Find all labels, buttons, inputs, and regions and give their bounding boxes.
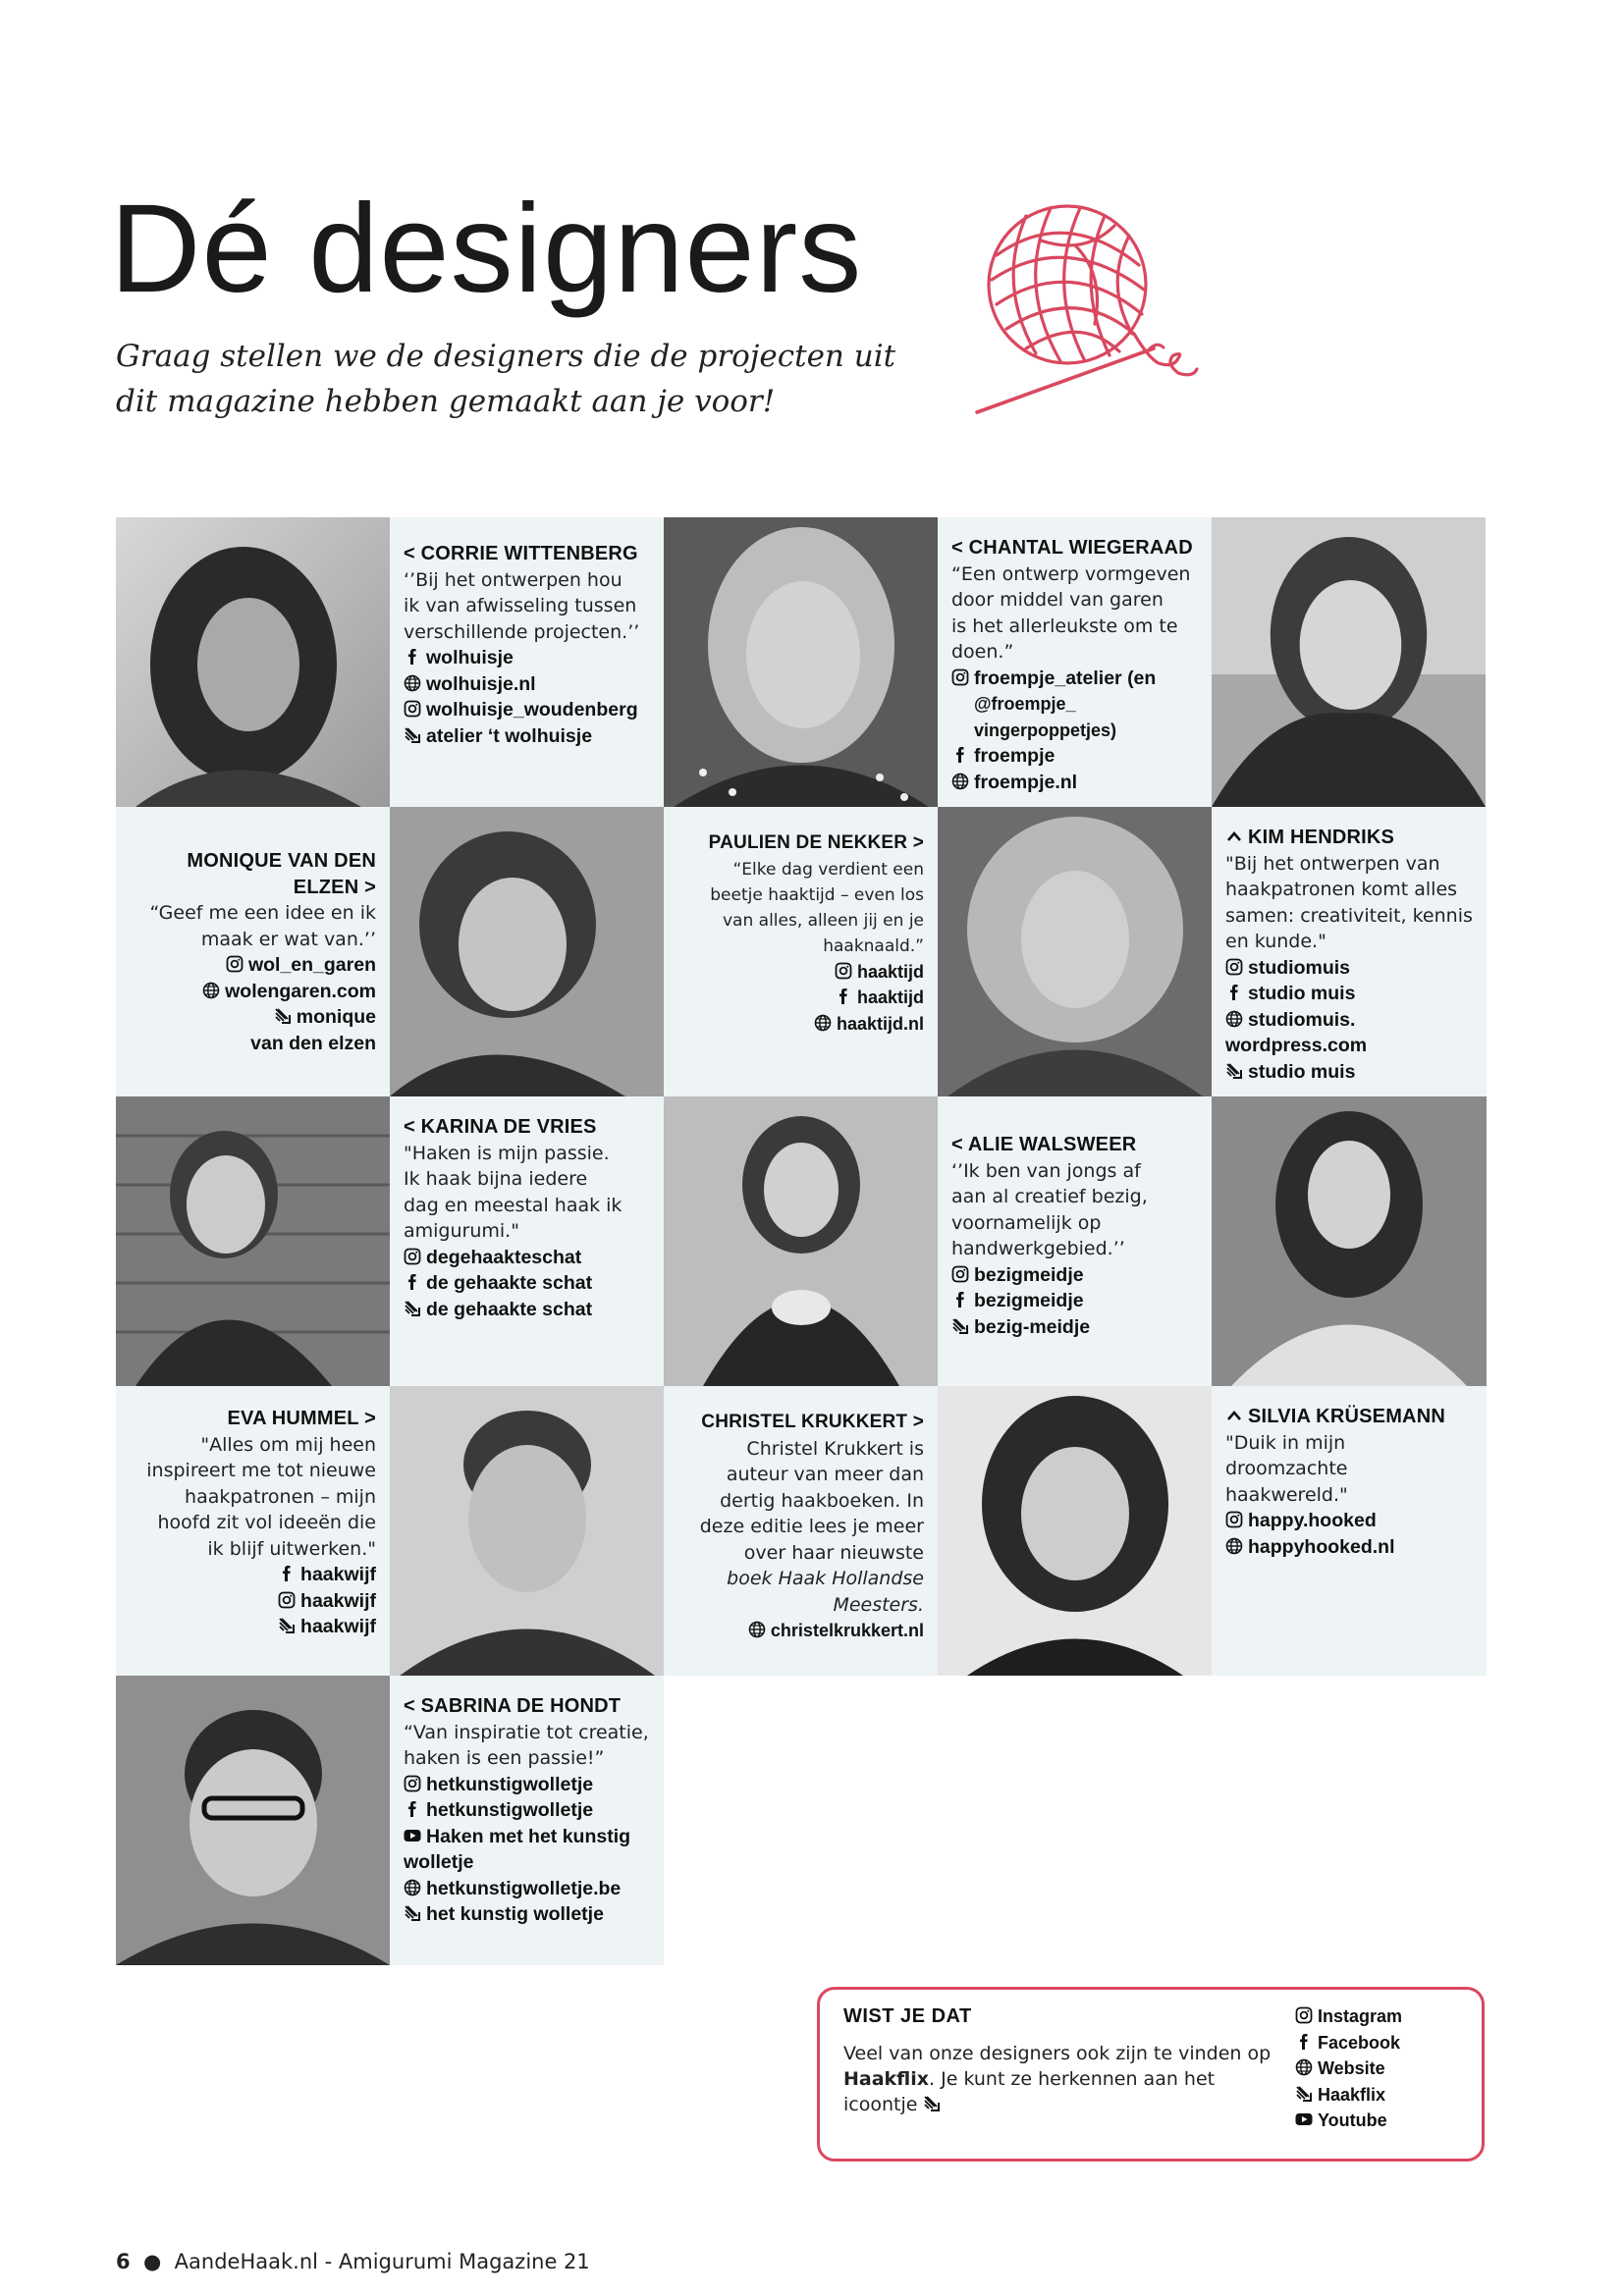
legend-label: Website (1318, 2058, 1385, 2078)
facebook-icon (404, 1273, 421, 1291)
legend-item-website (1295, 2056, 1472, 2082)
social-link-haakflix[interactable] (130, 1004, 376, 1031)
facebook-icon (404, 1800, 421, 1818)
social-link-website[interactable] (951, 770, 1198, 796)
legend-label: Instagram (1318, 2006, 1403, 2026)
social-links (677, 959, 924, 1038)
link-label: hetkunstigwolletje (426, 1773, 594, 1795)
name-text: SILVIA KRÜSEMANN (1248, 1406, 1445, 1427)
link-label: hetkunstigwolletje (426, 1799, 594, 1821)
designer-card-silvia-krusemann (1212, 1386, 1487, 1676)
quote-line: "Bij het ontwerpen van (1225, 852, 1440, 875)
link-label: atelier ‘t wolhuisje (426, 724, 593, 747)
designer-card-corrie-wittenberg (390, 517, 664, 807)
link-label: wolhuisje (426, 647, 514, 668)
subtitle-line: Graag stellen we de designers die de projecten uit (116, 339, 896, 374)
designers-grid (116, 517, 1487, 1965)
link-label: bezig-meidje (974, 1315, 1091, 1338)
website-icon (748, 1621, 766, 1638)
social-link-instagram[interactable] (677, 959, 924, 986)
quote-line: en kunde." (1225, 931, 1326, 952)
designer-name: < CORRIE WITTENBERG (404, 543, 638, 564)
designer-name: PAULIEN DE NEKKER > (708, 832, 924, 853)
link-label: wol_en_garen (247, 954, 376, 976)
designer-photo-silvia-krusemann (938, 1386, 1212, 1676)
designer-name: < CHANTAL WIEGERAAD (951, 537, 1193, 559)
designer-quote (404, 1141, 650, 1245)
designer-name: < SABRINA DE HONDT (404, 1695, 622, 1717)
yarn-ball-illustration (957, 187, 1203, 422)
legend-label: Youtube (1318, 2110, 1387, 2130)
instagram-icon (951, 668, 969, 686)
social-link-website[interactable] (677, 1618, 924, 1644)
link-label: froempje_atelier (en (974, 667, 1157, 689)
legend-item-haakflix (1295, 2082, 1472, 2109)
subtitle-line: dit magazine hebben gemaakt aan je voor! (116, 384, 776, 419)
website-icon (1225, 1010, 1243, 1028)
link-label: haaktijd (856, 988, 924, 1007)
social-link-haakflix-continued (130, 1031, 376, 1057)
designer-photo-eva-hummel (1212, 1096, 1487, 1386)
haakflix-icon (404, 726, 421, 744)
youtube-icon (1295, 2110, 1313, 2128)
quote-line: “Een ontwerp vormgeven (951, 562, 1191, 585)
designer-quote (677, 1436, 924, 1619)
info-box-wist-je-dat (817, 1987, 1485, 2162)
social-link-instagram[interactable] (1225, 1508, 1473, 1534)
social-link-facebook[interactable] (677, 985, 924, 1011)
quote-line: ‘’Bij het ontwerpen hou (404, 568, 623, 591)
facebook-icon (951, 746, 969, 764)
designer-quote (130, 900, 376, 952)
website-icon (814, 1014, 832, 1032)
link-label: Haken met het kunstig (426, 1825, 631, 1847)
designer-photo-monique-van-den-elzen (390, 807, 664, 1096)
website-icon (404, 674, 421, 692)
designer-quote (404, 567, 650, 646)
link-label: haakwijf (300, 1616, 376, 1637)
quote-line: droomzachte (1225, 1458, 1348, 1479)
quote-line: door middel van garen (951, 589, 1164, 611)
designer-photo-christel-krukkert (390, 1386, 664, 1676)
website-icon (202, 982, 220, 999)
social-link-facebook[interactable] (951, 1288, 1198, 1314)
social-link-youtube-continued (404, 1849, 650, 1876)
social-link-haakflix[interactable] (404, 723, 650, 750)
link-label: bezigmeidje (974, 1263, 1084, 1286)
quote-line: haken is een passie!” (404, 1747, 605, 1769)
legend-item-youtube (1295, 2108, 1472, 2134)
social-link-facebook[interactable] (951, 743, 1198, 770)
link-label: monique (296, 1006, 376, 1028)
name-line: MONIQUE VAN DEN (187, 850, 376, 872)
designer-card-chantal-wiegeraad (938, 517, 1212, 807)
social-link-facebook[interactable] (1225, 981, 1473, 1007)
quote-line: verschillende projecten.’’ (404, 620, 640, 643)
facebook-icon (404, 648, 421, 666)
haakflix-icon (1225, 1062, 1243, 1080)
link-label: de gehaakte schat (426, 1298, 593, 1320)
website-icon (1225, 1537, 1243, 1555)
designer-photo-sabrina-de-hondt (116, 1676, 390, 1965)
quote-line: “Van inspiratie tot creatie, (404, 1721, 649, 1743)
designer-photo-corrie-wittenberg (116, 517, 390, 807)
instagram-icon (404, 700, 421, 718)
designer-card-paulien-de-nekker (664, 807, 938, 1096)
quote-line: inspireert me tot nieuwe (146, 1460, 376, 1481)
facebook-icon (1225, 984, 1243, 1001)
quote-line: samen: creativiteit, kennis (1225, 904, 1473, 927)
info-box-title: WIST JE DAT (843, 2005, 972, 2027)
link-label: wolhuisje.nl (426, 672, 536, 695)
designer-card-alie-walsweer (938, 1096, 1212, 1386)
haakflix-icon (951, 1317, 969, 1335)
designer-quote (951, 1158, 1198, 1262)
legend-label: Facebook (1318, 2032, 1401, 2053)
chevron-up-icon (1225, 1407, 1243, 1424)
quote-line: dag en meestal haak ik (404, 1194, 623, 1216)
social-link-haakflix[interactable] (130, 1614, 376, 1640)
social-link-haakflix[interactable] (1225, 1059, 1473, 1086)
link-label: haakwijf (300, 1589, 376, 1612)
info-box-text (843, 2041, 1275, 2117)
link-label: studiomuis. (1248, 1008, 1356, 1031)
designer-name: < KARINA DE VRIES (404, 1116, 597, 1138)
haakflix-icon (404, 1300, 421, 1317)
instagram-icon (404, 1775, 421, 1792)
designer-photo-paulien-de-nekker (938, 807, 1212, 1096)
quote-line: ik blijf uitwerken." (207, 1537, 376, 1560)
quote-line: Ik haak bijna iedere (404, 1168, 588, 1190)
quote-line: van alles, alleen jij en je (723, 910, 924, 931)
designer-card-monique-van-den-elzen (116, 807, 390, 1096)
designer-card-eva-hummel (116, 1386, 390, 1676)
quote-line: ik van afwisseling tussen (404, 595, 637, 616)
social-link-youtube[interactable] (404, 1824, 650, 1850)
designer-quote (677, 857, 924, 959)
website-icon (1295, 2058, 1313, 2076)
link-label: hetkunstigwolletje.be (426, 1877, 622, 1899)
designer-name (1225, 825, 1473, 851)
quote-line: beetje haaktijd – even los (710, 884, 924, 905)
info-text-part: Veel van onze designers ook zijn te vinden op (843, 2043, 1272, 2064)
social-link-instagram-continued (951, 691, 1198, 718)
instagram-icon (1295, 2006, 1313, 2024)
haakflix-icon (278, 1617, 296, 1634)
facebook-icon (1295, 2033, 1313, 2051)
social-link-instagram[interactable] (130, 1588, 376, 1615)
quote-line: over haar nieuwste (743, 1541, 924, 1564)
link-label: happy.hooked (1248, 1510, 1377, 1531)
designer-quote (1225, 1430, 1473, 1509)
instagram-icon (404, 1248, 421, 1265)
social-links (951, 1262, 1198, 1341)
link-label: wolhuisje_woudenberg (426, 699, 638, 721)
page-footer (116, 2250, 590, 2273)
link-label: wolengaren.com (225, 980, 376, 1002)
designer-quote (404, 1720, 650, 1772)
link-label: van den elzen (250, 1032, 376, 1054)
designer-card-karina-de-vries (390, 1096, 664, 1386)
social-link-haakflix[interactable] (404, 1901, 650, 1928)
social-link-instagram[interactable] (404, 697, 650, 723)
social-link-facebook[interactable] (404, 645, 650, 671)
social-links (130, 1562, 376, 1640)
designer-photo-alie-walsweer (664, 1096, 938, 1386)
social-links (130, 952, 376, 1056)
social-link-instagram[interactable] (1225, 955, 1473, 982)
haakflix-icon (404, 1904, 421, 1922)
quote-line: deze editie lees je meer (699, 1516, 924, 1537)
facebook-icon (951, 1291, 969, 1308)
haakflix-icon (1295, 2085, 1313, 2103)
info-text-part: . Je kunt ze herkennen aan het icoontje (843, 2068, 1216, 2115)
quote-line: boek Haak Hollandse (727, 1568, 924, 1589)
social-links (404, 1245, 650, 1323)
social-links (677, 1618, 924, 1644)
designer-photo-karina-de-vries (116, 1096, 390, 1386)
name-text: KIM HENDRIKS (1248, 827, 1395, 848)
link-label: happyhooked.nl (1248, 1535, 1395, 1558)
social-link-instagram[interactable] (951, 666, 1198, 692)
social-link-website[interactable] (404, 1876, 650, 1902)
quote-line: ‘’Ik ben van jongs af (951, 1159, 1141, 1182)
social-link-instagram[interactable] (951, 1262, 1198, 1289)
quote-line: hoofd zit vol ideeën die (157, 1512, 376, 1533)
instagram-icon (278, 1591, 296, 1609)
designer-photo-kim-hendriks (1212, 517, 1486, 807)
legend-item-instagram (1295, 2003, 1472, 2030)
social-link-website[interactable] (1225, 1534, 1473, 1561)
instagram-icon (1225, 958, 1243, 976)
page-subtitle (116, 334, 1000, 424)
social-links (1225, 955, 1473, 1086)
link-label: haakwijf (300, 1564, 376, 1585)
facebook-icon (278, 1565, 296, 1582)
social-links (404, 1772, 650, 1928)
link-label: froempje.nl (974, 771, 1078, 793)
quote-line: amigurumi." (404, 1220, 519, 1242)
social-link-facebook[interactable] (130, 1562, 376, 1588)
page-title: Dé designers (110, 179, 863, 319)
designer-card-kim-hendriks (1212, 807, 1487, 1096)
link-label: haaktijd.nl (836, 1013, 924, 1034)
designer-name: < ALIE WALSWEER (951, 1134, 1137, 1155)
quote-line: Meesters. (833, 1593, 924, 1616)
quote-line: dertig haakboeken. In (720, 1489, 924, 1512)
social-link-website-continued (1225, 1033, 1473, 1059)
chevron-up-icon (1225, 828, 1243, 845)
haakflix-icon (923, 2095, 941, 2112)
designer-name (1225, 1404, 1473, 1430)
instagram-icon (951, 1265, 969, 1283)
page-number: 6 (116, 2250, 131, 2273)
footer-bullet: ● (142, 2250, 162, 2273)
designer-name: EVA HUMMEL > (227, 1408, 376, 1429)
link-label: studio muis (1248, 983, 1356, 1004)
quote-line: handwerkgebied.’’ (951, 1238, 1125, 1259)
haakflix-icon (274, 1007, 292, 1025)
quote-line: aan al creatief bezig, (951, 1186, 1148, 1207)
social-links (951, 666, 1198, 796)
social-link-website[interactable] (677, 1011, 924, 1038)
social-link-website[interactable] (130, 979, 376, 1005)
social-link-facebook[interactable] (404, 1797, 650, 1824)
quote-line: haakpatronen komt alles (1225, 879, 1458, 900)
quote-line: “Elke dag verdient een (732, 859, 924, 880)
social-link-facebook[interactable] (404, 1270, 650, 1297)
social-link-website[interactable] (404, 671, 650, 698)
quote-line: haakpatronen – mijn (185, 1485, 376, 1508)
legend-item-facebook (1295, 2030, 1472, 2056)
social-link-website[interactable] (1225, 1007, 1473, 1034)
link-label: studiomuis (1248, 956, 1351, 979)
link-label: christelkrukkert.nl (770, 1621, 924, 1640)
quote-line: auteur van meer dan (726, 1464, 924, 1485)
quote-line: maak er wat van.’’ (200, 928, 376, 950)
link-label: degehaakteschat (426, 1246, 582, 1268)
link-label: froempje (974, 745, 1056, 767)
link-label: wolletje (404, 1851, 474, 1873)
social-link-haakflix[interactable] (951, 1314, 1198, 1341)
name-line: ELZEN > (293, 876, 376, 898)
designer-photo-chantal-wiegeraad (664, 517, 938, 807)
quote-line: "Alles om mij heen (200, 1433, 376, 1456)
website-icon (951, 773, 969, 790)
link-label: @froempje_ (974, 694, 1076, 714)
link-label: wordpress.com (1225, 1035, 1368, 1056)
haakflix-highlight: Haakflix (843, 2068, 930, 2090)
link-label: studio muis (1248, 1060, 1356, 1083)
quote-line: haakwereld." (1225, 1483, 1348, 1506)
social-link-instagram[interactable] (404, 1245, 650, 1271)
link-label: de gehaakte schat (426, 1272, 593, 1294)
footer-publication: AandeHaak.nl - Amigurumi Magazine 21 (174, 2250, 590, 2273)
instagram-icon (835, 962, 852, 980)
social-link-instagram[interactable] (404, 1772, 650, 1798)
quote-line: Christel Krukkert is (746, 1437, 924, 1460)
facebook-icon (835, 988, 852, 1005)
link-label: vingerpoppetjes) (974, 720, 1117, 740)
social-link-instagram[interactable] (130, 952, 376, 979)
designer-name (130, 848, 376, 900)
youtube-icon (404, 1827, 421, 1844)
quote-line: is het allerleukste om te (951, 614, 1178, 637)
link-label: bezigmeidje (974, 1290, 1084, 1311)
designer-quote (130, 1432, 376, 1563)
quote-line: "Duik in mijn (1225, 1431, 1346, 1454)
instagram-icon (1225, 1511, 1243, 1528)
instagram-icon (226, 955, 244, 973)
website-icon (404, 1879, 421, 1896)
social-links (1225, 1508, 1473, 1560)
quote-line: “Geef me een idee en ik (149, 902, 376, 924)
link-label: het kunstig wolletje (426, 1903, 604, 1925)
link-label: haaktijd (856, 961, 924, 982)
legend-label: Haakflix (1318, 2084, 1386, 2105)
quote-line: doen.” (951, 641, 1014, 663)
designer-quote (1225, 851, 1473, 955)
designer-name: CHRISTEL KRUKKERT > (701, 1412, 924, 1432)
quote-line: "Haken is mijn passie. (404, 1142, 610, 1164)
icon-legend (1295, 2003, 1472, 2134)
designer-card-christel-krukkert (664, 1386, 938, 1676)
designer-quote (951, 561, 1198, 666)
quote-line: voornamelijk op (951, 1211, 1102, 1234)
social-link-haakflix[interactable] (404, 1297, 650, 1323)
quote-line: haaknaald.” (823, 935, 924, 956)
social-links (404, 645, 650, 749)
designer-card-sabrina-de-hondt (390, 1676, 664, 1965)
social-link-instagram-continued (951, 718, 1198, 744)
